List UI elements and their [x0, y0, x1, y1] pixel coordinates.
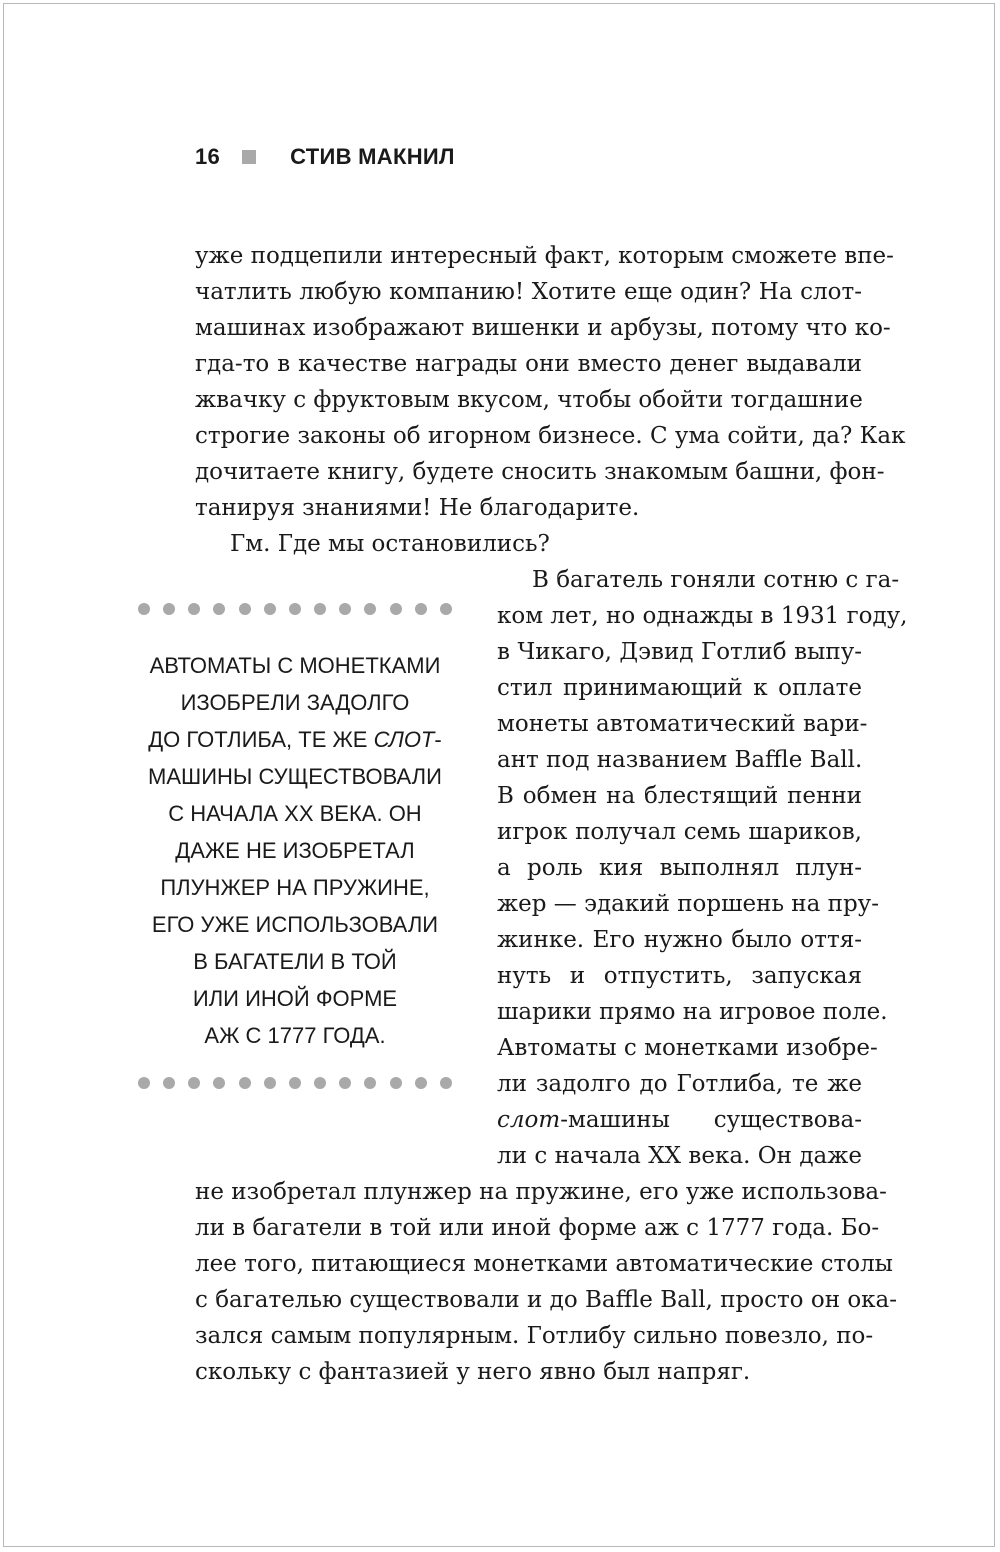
pull-quote-line: ДАЖЕ НЕ ИЗОБРЕТАЛ [175, 838, 415, 863]
dot [440, 1077, 452, 1089]
dot [314, 603, 326, 615]
dot [289, 603, 301, 615]
text-line: а роль кия выполнял плун- [497, 855, 862, 881]
text-line-with-italic [497, 1102, 862, 1138]
text-line: Автоматы с монетками изобре- [497, 1035, 878, 1061]
pull-quote-line-with-italic [138, 721, 452, 758]
dot [138, 1077, 150, 1089]
dot [163, 1077, 175, 1089]
dot [264, 1077, 276, 1089]
text-line: шарики прямо на игровое поле. [497, 999, 888, 1025]
pull-quote-line: ПЛУНЖЕР НА ПРУЖИНЕ, [160, 875, 430, 900]
dot [390, 1077, 402, 1089]
text-line: чатлить любую компанию! Хотите еще один? На слот- [195, 279, 862, 305]
dot [138, 603, 150, 615]
pull-quote-line: ИЗОБРЕЛИ ЗАДОЛГО [180, 690, 410, 715]
running-header [195, 140, 455, 174]
pull-quote-line: МАШИНЫ СУЩЕСТВОВАЛИ [148, 764, 442, 789]
pull-quote-line: ИЛИ ИНОЙ ФОРМЕ [192, 986, 398, 1011]
pull-quote-line: В БАГАТЕЛИ В ТОЙ [193, 949, 397, 974]
text-line: уже подцепили интересный факт, которым сможете впе- [195, 243, 894, 269]
page-number: 16 [195, 144, 221, 169]
text-line: машинах изображают вишенки и арбузы, потому что ко- [195, 315, 891, 341]
text-line: жинке. Его нужно было оття- [497, 927, 862, 953]
text-line: танируя знаниями! Не благодарите. [195, 495, 640, 521]
text-line: лее того, питающиеся монетками автоматические столы [195, 1251, 893, 1277]
dotted-rule-bottom [138, 1076, 452, 1090]
italic-word: слот [497, 1107, 561, 1133]
dot [289, 1077, 301, 1089]
text-line: ли задолго до Готлиба, те же [497, 1071, 862, 1097]
text-line: зался самым популярным. Готлибу сильно повезло, по- [195, 1323, 874, 1349]
text-line: не изобретал плунжер на пружине, его уже использова- [195, 1179, 887, 1205]
text-fragment: ДО ГОТЛИБА, ТЕ ЖЕ [148, 727, 374, 752]
text-line: монеты автоматический вари- [497, 711, 868, 737]
header-square-separator [242, 150, 256, 164]
dot [239, 1077, 251, 1089]
text-line: ком лет, но однажды в 1931 году, [497, 603, 908, 629]
dot [390, 603, 402, 615]
text-line: жер — эдакий поршень на пру- [497, 891, 879, 917]
dot [339, 603, 351, 615]
pull-quote [138, 592, 452, 1392]
text-line: В обмен на блестящий пенни [497, 783, 862, 809]
dot [364, 603, 376, 615]
text-line: жвачку с фруктовым вкусом, чтобы обойти тогдашние [195, 387, 863, 413]
dot [188, 603, 200, 615]
text-line: строгие законы об игорном бизнесе. С ума сойти, да? Как [195, 423, 906, 449]
text-line: дочитаете книгу, будете сносить знакомым башни, фон- [195, 459, 885, 485]
dot [339, 1077, 351, 1089]
dotted-rule-top [138, 602, 452, 616]
dot [440, 603, 452, 615]
text-line: ант под названием Baffle Ball. [497, 747, 863, 773]
text-line: с багателью существовали и до Baffle Ball, просто он ока- [195, 1287, 898, 1313]
dot [364, 1077, 376, 1089]
text-line: стил принимающий к оплате [497, 675, 862, 701]
author-name: СТИВ МАКНИЛ [290, 144, 455, 169]
pull-quote-line: АВТОМАТЫ С МОНЕТКАМИ [149, 653, 441, 678]
dot [213, 603, 225, 615]
dot [415, 1077, 427, 1089]
pull-quote-line: АЖ С 1777 ГОДА. [204, 1023, 386, 1048]
italic-word: СЛОТ [373, 727, 435, 752]
text-line: скольку с фантазией у него явно был напряг. [195, 1359, 751, 1385]
dot [163, 603, 175, 615]
dot [188, 1077, 200, 1089]
text-line: ли с начала XX века. Он даже [497, 1143, 862, 1169]
text-line: ли в багатели в той или иной форме аж с 1777 года. Бо- [195, 1215, 880, 1241]
text-fragment: - [434, 727, 442, 752]
dot [213, 1077, 225, 1089]
pull-quote-line: С НАЧАЛА XX ВЕКА. ОН [168, 801, 422, 826]
text-line: в Чикаго, Дэвид Готлиб выпу- [497, 639, 862, 665]
text-line: игрок получал семь шариков, [497, 819, 862, 845]
dot [264, 603, 276, 615]
text-line: нуть и отпустить, запуская [497, 963, 862, 989]
dot [415, 603, 427, 615]
text-fragment: -машины существова- [560, 1107, 862, 1133]
text-line: гда-то в качестве награды они вместо денег выдавали [195, 351, 862, 377]
pull-quote-line: ЕГО УЖЕ ИСПОЛЬЗОВАЛИ [151, 912, 439, 937]
text-line: В багатель гоняли сотню с га- [532, 567, 900, 593]
dot [239, 603, 251, 615]
paragraph-start-line: Гм. Где мы остановились? [230, 531, 550, 557]
dot [314, 1077, 326, 1089]
